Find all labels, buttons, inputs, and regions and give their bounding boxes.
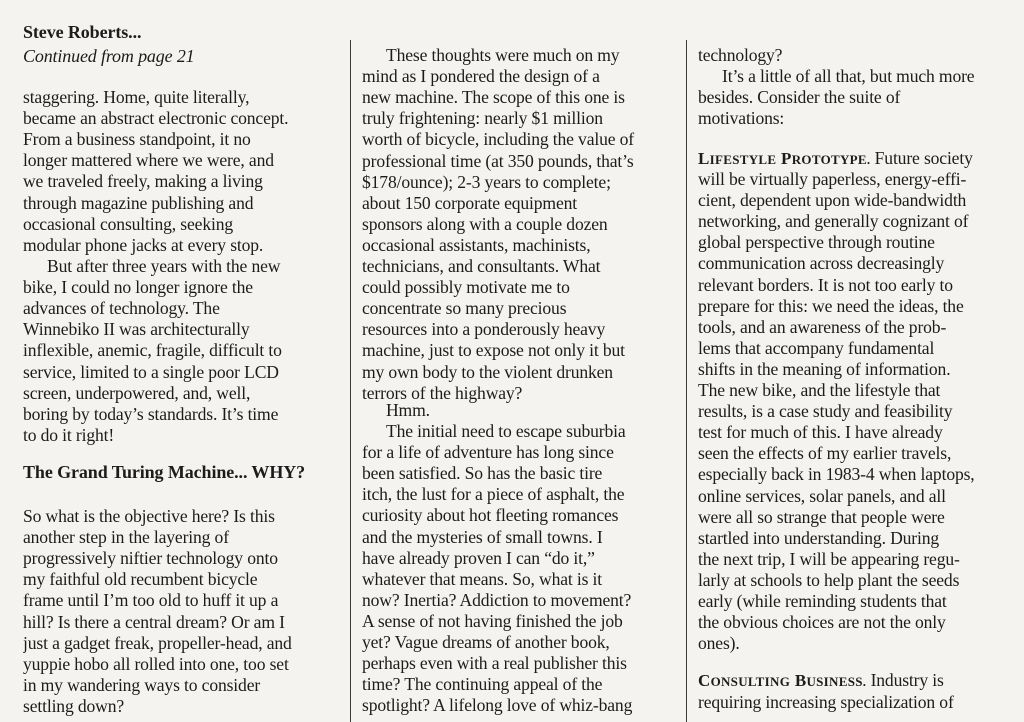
text-line: whatever that means. So, what is it bbox=[362, 568, 603, 589]
text-line: lems that accompany fundamental bbox=[698, 337, 935, 358]
text-line: mind as I pondered the design of a bbox=[362, 66, 600, 87]
text-line: boring by today’s standards. It’s time bbox=[23, 403, 279, 424]
consulting-business-paragraph-start: CONSULTING BUSINESS. Industry is bbox=[698, 670, 944, 690]
text-line: It’s a little of all that, but much more bbox=[722, 66, 975, 86]
text-line: spotlight? A lifelong love of whiz-bang bbox=[362, 695, 633, 716]
text-line: $178/ounce); 2-3 years to complete; bbox=[362, 171, 611, 192]
text-line: communication across decreasingly bbox=[698, 253, 945, 274]
article-header-title: Steve Roberts... bbox=[23, 22, 142, 42]
text-line: settling down? bbox=[23, 695, 125, 716]
text-line: hill? Is there a central dream? Or am I bbox=[23, 611, 285, 632]
text-line: bike, I could no longer ignore the bbox=[23, 277, 253, 298]
continued-note: Continued from page 21 bbox=[23, 46, 195, 66]
text-line: seen the effects of my earlier travels, bbox=[698, 443, 952, 464]
text-line: could possibly motivate me to bbox=[362, 277, 570, 298]
text-line: longer mattered where we were, and bbox=[23, 150, 274, 171]
text-line: machine, just to expose not only it but bbox=[362, 340, 625, 361]
text-line: resources into a ponderously heavy bbox=[362, 319, 606, 340]
column-rule-left bbox=[350, 40, 351, 722]
text-line: But after three years with the new bbox=[47, 256, 281, 276]
text-line: the obvious choices are not the only bbox=[698, 612, 946, 633]
text-line: time? The continuing appeal of the bbox=[362, 674, 603, 695]
text-line: another step in the layering of bbox=[23, 527, 229, 548]
text-line: to do it right! bbox=[23, 424, 115, 445]
text-line: staggering. Home, quite literally, bbox=[23, 87, 250, 107]
text-line: screen, underpowered, and, well, bbox=[23, 382, 251, 403]
text-line: tools, and an awareness of the prob- bbox=[698, 316, 947, 337]
text-line: truly frightening: nearly $1 million bbox=[362, 108, 603, 129]
text-line: inflexible, anemic, fragile, difficult to bbox=[23, 340, 282, 361]
text-line: modular phone jacks at every stop. bbox=[23, 234, 264, 255]
text-line: occasional consulting, seeking bbox=[23, 213, 233, 234]
text-line: occasional assistants, machinists, bbox=[362, 234, 591, 255]
consulting-business-heading: CONSULTING BUSINESS. bbox=[698, 671, 867, 690]
text-line: global perspective through routine bbox=[698, 232, 935, 253]
section-heading: The Grand Turing Machine... WHY? bbox=[23, 462, 306, 482]
text-line: motivations: bbox=[698, 108, 785, 129]
hmm-line: Hmm. bbox=[386, 400, 430, 420]
text-line: just a gadget freak, propeller-head, and bbox=[23, 632, 292, 653]
text-line: larly at schools to help plant the seeds bbox=[698, 569, 960, 590]
text-line: professional time (at 350 pounds, that’s bbox=[362, 150, 634, 171]
text-line: The initial need to escape suburbia bbox=[386, 421, 626, 441]
text-line: my own body to the violent drunken bbox=[362, 361, 613, 382]
lifestyle-prototype-paragraph-start: LIFESTYLE PROTOTYPE. Future society bbox=[698, 148, 973, 168]
text-line: service, limited to a single poor LCD bbox=[23, 361, 279, 382]
column-1 bbox=[23, 0, 341, 722]
text-line: online services, solar panels, and all bbox=[698, 485, 946, 506]
text-line: itch, the lust for a piece of asphalt, the bbox=[362, 484, 625, 505]
text-line: ones). bbox=[698, 633, 740, 654]
text-line: early (while reminding students that bbox=[698, 591, 947, 611]
text-line: A sense of not having finished the job bbox=[362, 610, 623, 631]
text-line: requiring increasing specialization of bbox=[698, 692, 954, 712]
text-line: shifts in the meaning of information. bbox=[698, 358, 951, 379]
text-line: networking, and generally cognizant of bbox=[698, 211, 969, 232]
text-line: in my wandering ways to consider bbox=[23, 674, 261, 695]
text-line: technicians, and consultants. What bbox=[362, 256, 601, 276]
text-line: startled into understanding. During bbox=[698, 527, 940, 548]
text-line: will be virtually paperless, energy-effi- bbox=[698, 169, 967, 189]
text-line: These thoughts were much on my bbox=[386, 45, 620, 65]
text-line: technology? bbox=[698, 45, 783, 65]
text-line: test for much of this. I have already bbox=[698, 422, 943, 443]
text-line: and the mysteries of small towns. I bbox=[362, 526, 603, 547]
text-line: sponsors along with a couple dozen bbox=[362, 213, 608, 234]
column-rule-right bbox=[686, 40, 687, 722]
text-line: new machine. The scope of this one is bbox=[362, 87, 625, 108]
text-line: for a life of adventure has long since bbox=[362, 442, 614, 463]
column-3 bbox=[698, 0, 1018, 722]
text-line: results, is a case study and feasibility bbox=[698, 401, 953, 422]
text-line: relevant borders. It is not too early to bbox=[698, 274, 953, 295]
text-line: So what is the objective here? Is this bbox=[23, 506, 275, 526]
text-line: my faithful old recumbent bicycle bbox=[23, 569, 258, 590]
text-line: especially back in 1983-4 when laptops, bbox=[698, 464, 975, 485]
text-line: The new bike, and the lifestyle that bbox=[698, 380, 941, 400]
text-line: From a business standpoint, it no bbox=[23, 129, 251, 150]
text-line: through magazine publishing and bbox=[23, 192, 254, 213]
text-line: worth of bicycle, including the value of bbox=[362, 129, 634, 150]
text-line: Winnebiko II was architecturally bbox=[23, 319, 250, 340]
text-line: advances of technology. The bbox=[23, 298, 220, 319]
text-line: we traveled freely, making a living bbox=[23, 171, 263, 192]
text-line: became an abstract electronic concept. bbox=[23, 108, 289, 129]
text-line: cient, dependent upon wide-bandwidth bbox=[698, 190, 967, 211]
text-line: yet? Vague dreams of another book, bbox=[362, 632, 610, 652]
text-line: were all so strange that people were bbox=[698, 506, 945, 527]
text-line: the next trip, I will be appearing regu- bbox=[698, 548, 960, 569]
text-line: concentrate so many precious bbox=[362, 298, 567, 319]
text-line: terrors of the highway? bbox=[362, 382, 523, 403]
text-line: yuppie hobo all rolled into one, too set bbox=[23, 653, 289, 674]
text-line: frame until I’m too old to huff it up a bbox=[23, 590, 279, 611]
text-line: been satisfied. So has the basic tire bbox=[362, 463, 603, 484]
text-line: have already proven I can “do it,” bbox=[362, 547, 595, 568]
text-line: about 150 corporate equipment bbox=[362, 192, 578, 213]
text-line: prepare for this: we need the ideas, the bbox=[698, 295, 964, 316]
text-line: now? Inertia? Addiction to movement? bbox=[362, 589, 632, 610]
text-line: curiosity about hot fleeting romances bbox=[362, 505, 619, 526]
column-2 bbox=[362, 0, 674, 722]
text-line: progressively niftier technology onto bbox=[23, 548, 278, 569]
text-line: besides. Consider the suite of bbox=[698, 87, 901, 108]
lifestyle-prototype-heading: LIFESTYLE PROTOTYPE. bbox=[698, 149, 871, 168]
text-line: perhaps even with a real publisher this bbox=[362, 653, 627, 674]
